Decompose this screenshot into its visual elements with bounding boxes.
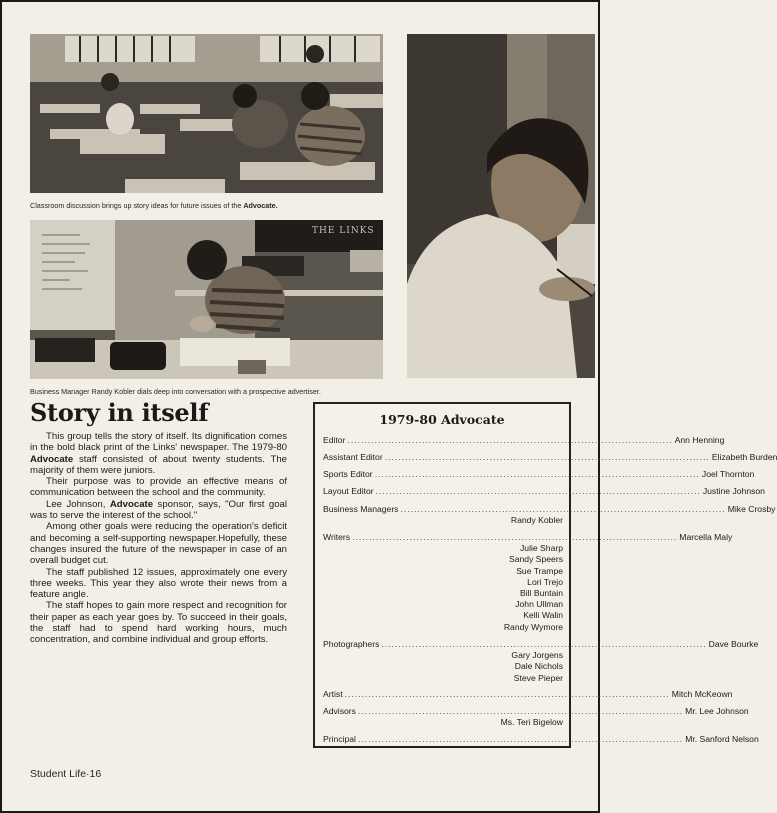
staff-box-title: 1979-80 Advocate <box>379 412 505 427</box>
classroom-photo-caption: Classroom discussion brings up story ideas for future issues of the Advocate. <box>30 201 278 210</box>
story-headline: Story in itself <box>30 398 209 427</box>
classroom-photo <box>30 34 383 193</box>
story-paragraph: The staff hopes to gain more respect and recognition for their paper as each year goes by. To succeed in their goals, the staff had to spend hard working hours, much concentration, and combine individual and group efforts. <box>30 600 287 646</box>
staff-role-writers: Writers ................................................................................................ Marcella Maly Julie Sharp Sandy Speers Sue Trampe Lori Trejo Bill Buntain John Ullman Kelli Walin Randy Wymore <box>323 532 733 632</box>
portrait-photo <box>407 34 595 378</box>
story-paragraph: Among other goals were reducing the operation's deficit and becoming a self-supporting newspaper.Hopefully, these changes insured the future of the newspaper in case of an overall budget cut. <box>30 521 287 567</box>
story-body <box>30 431 287 646</box>
page-footer: Student Life·16 <box>30 768 102 780</box>
staff-role-advisors: Advisors ................................................................................................ Mr. Lee Johnson Ms. Teri Bigelow <box>323 706 749 728</box>
business-manager-photo-caption: Business Manager Randy Kobler dials deep into conversation with a prospective advertiser. <box>30 387 321 396</box>
story-paragraph: The staff published 12 issues, approximately one every three weeks. This year they also wrote their news from a feature angle. <box>30 566 287 601</box>
business-manager-photo <box>30 220 383 379</box>
story-paragraph: Lee Johnson, Advocate sponsor, says, "Our first goal was to serve the interest of the school." <box>30 498 288 522</box>
staff-role-editor: Editor ................................................................................................ Ann Henning <box>323 435 725 445</box>
staff-role-assistant-editor: Assistant Editor ................................................................................................ Elizabeth Burden <box>323 452 777 462</box>
staff-role-business-managers: Business Managers ................................................................................................ Mike Crosby Randy Kobler <box>323 504 776 526</box>
story-paragraph: This group tells the story of itself. Its dignification comes in the bold black print of the Links' newspaper. The 1979-80 Advocate staff consisted of about twenty students. The majority of them were juniors. <box>30 431 287 476</box>
staff-role-photographers: Photographers ................................................................................................ Dave Bourke Gary Jorgens Dale Nichols Steve Pieper <box>323 639 759 683</box>
staff-role-artist: Artist ................................................................................................ Mitch McKeown <box>323 689 733 699</box>
story-paragraph: Their purpose was to provide an effective means of communication between the school and the community. <box>30 476 287 499</box>
staff-list-box <box>313 402 777 748</box>
the-links-sign: THE LINKS <box>312 226 375 236</box>
staff-role-principal: Principal ................................................................................................ Mr. Sanford Nelson <box>323 734 759 744</box>
staff-role-sports-editor: Sports Editor ................................................................................................ Joel Thornton <box>323 469 755 479</box>
staff-role-layout-editor: Layout Editor ................................................................................................ Justine Johnson <box>323 486 765 496</box>
